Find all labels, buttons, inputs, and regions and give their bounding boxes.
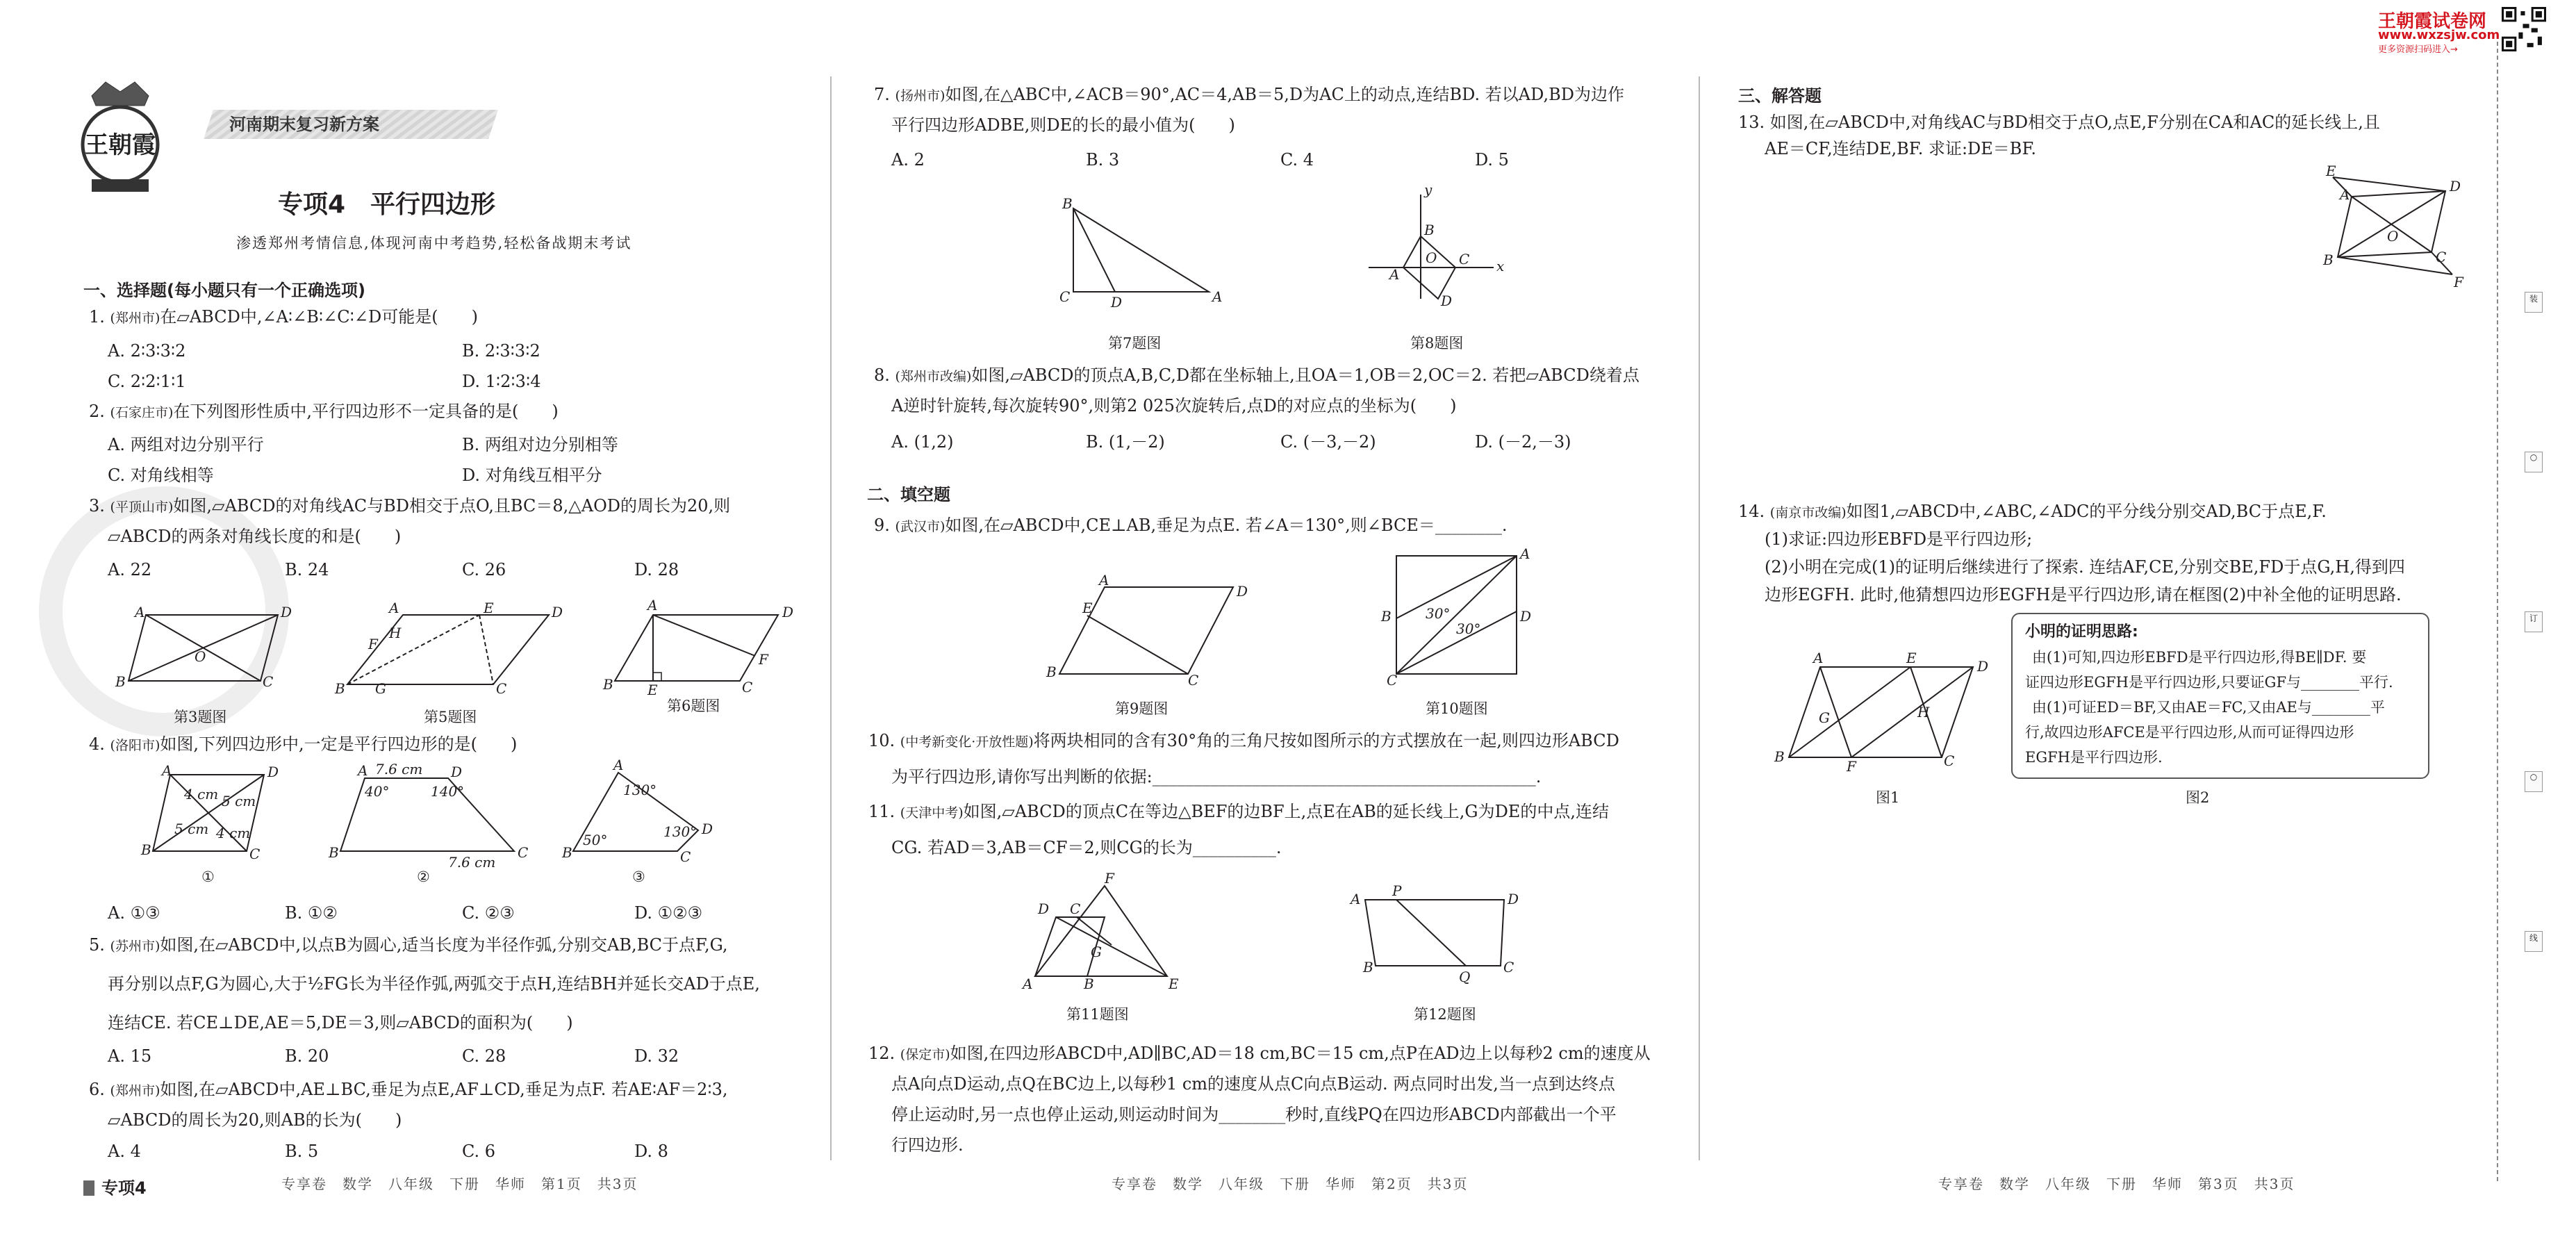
question-9: 9. (武汉市)如图,在▱ABCD中,CE⊥AB,垂足为点E. 若∠A＝130°,则∠BCE＝________.: [874, 516, 1508, 535]
question-14-line-4: 边形EGFH. 此时,他猜想四边形EGFH是平行四边形,请在框图(2)中补全他的证明思路.: [1765, 585, 2402, 604]
svg-text:Q: Q: [1459, 969, 1471, 985]
question-5-line-1: 5. (苏州市)如图,在▱ABCD中,以点B为圆心,适当长度为半径作弧,分别交AB,BC于点F,G,: [89, 935, 728, 955]
section-answer-heading: 三、解答题: [1738, 86, 1822, 106]
site-brand: 王朝霞试卷网: [2378, 11, 2487, 32]
q3-option-c[interactable]: C. 26: [462, 560, 506, 579]
svg-text:D: D: [1237, 583, 1248, 600]
svg-text:A: A: [1023, 976, 1033, 992]
q4-option-a[interactable]: A. ①③: [108, 903, 160, 923]
svg-text:C: C: [1188, 672, 1199, 689]
question-12-line-4: 行四边形.: [891, 1135, 964, 1155]
section-fill-heading: 二、填空题: [867, 485, 950, 504]
svg-text:30°: 30°: [1456, 620, 1481, 637]
page-title: 专项4 平行四边形: [278, 190, 496, 219]
proof-line-2[interactable]: 证四边形EGFH是平行四边形,只要证GF与________平行.: [2025, 674, 2393, 691]
svg-text:4 cm: 4 cm: [216, 825, 251, 841]
q6-option-a[interactable]: A. 4: [108, 1142, 141, 1161]
cut-line: [2497, 42, 2498, 1181]
site-slogan: 更多资源扫码进入→: [2378, 44, 2458, 55]
svg-text:x: x: [1496, 258, 1505, 274]
svg-text:B: B: [329, 844, 339, 861]
svg-text:A: A: [389, 600, 399, 616]
caption-fig-7: 第7题图: [1108, 335, 1162, 352]
svg-text:F: F: [1105, 870, 1114, 887]
footer-page-1: 专享卷 数学 八年级 下册 华师 第1页 共3页: [281, 1176, 638, 1192]
caption-fig-14-1: 图1: [1876, 789, 1900, 806]
caption-fig-4-1: ①: [201, 869, 215, 885]
svg-text:D: D: [1111, 294, 1123, 311]
question-3-line-1: 3. (平顶山市)如图,▱ABCD的对角线AC与BD相交于点O,且BC＝8,△AOD的周长为20,则: [89, 496, 731, 516]
question-14-line-1: 14. (南京市改编)如图1,▱ABCD中,∠ABC,∠ADC的平分线分别交AD,BC于点E,F.: [1738, 502, 2327, 521]
svg-text:A: A: [358, 762, 368, 779]
svg-text:A: A: [1212, 288, 1223, 305]
figure-q8: [1362, 181, 1514, 309]
caption-fig-10: 第10题图: [1426, 700, 1488, 717]
svg-text:F: F: [368, 636, 378, 652]
figure-q4-2: [329, 761, 531, 871]
svg-text:E: E: [1082, 600, 1093, 616]
proof-idea-box: [2011, 613, 2429, 779]
svg-text:F: F: [2454, 274, 2463, 290]
q7-option-c[interactable]: C. 4: [1280, 150, 1314, 170]
question-5-line-3: 连结CE. 若CE⊥DE,AE＝5,DE＝3,则▱ABCD的面积为( ): [108, 1013, 573, 1032]
svg-text:B: B: [1084, 976, 1094, 992]
q7-option-b[interactable]: B. 3: [1086, 150, 1120, 170]
svg-text:D: D: [1520, 608, 1532, 625]
caption-fig-14-2: 图2: [2186, 789, 2210, 806]
svg-text:F: F: [1847, 758, 1856, 775]
q4-option-d[interactable]: D. ①②③: [634, 903, 703, 923]
q8-option-a[interactable]: A. (1,2): [891, 432, 954, 452]
figure-q5: [335, 598, 570, 702]
q1-option-c[interactable]: C. 2∶2∶1∶1: [108, 372, 186, 391]
q5-option-c[interactable]: C. 28: [462, 1046, 506, 1066]
svg-text:5 cm: 5 cm: [222, 793, 256, 809]
svg-text:A: A: [1351, 891, 1361, 907]
svg-text:B: B: [603, 676, 613, 693]
svg-text:D: D: [552, 604, 563, 620]
question-12-line-3: 停止运动时,另一点也停止运动,则运动时间为________秒时,直线PQ在四边形ABCD内部截出一个平: [891, 1105, 1617, 1124]
figure-q14-1: [1774, 650, 1994, 775]
q5-option-b[interactable]: B. 20: [285, 1046, 329, 1066]
footer-page-3: 专享卷 数学 八年级 下册 华师 第3页 共3页: [1938, 1176, 2295, 1192]
svg-text:D: D: [451, 764, 463, 780]
svg-text:C: C: [1059, 288, 1071, 305]
svg-text:E: E: [647, 682, 658, 698]
question-10-line-1: 10. (中考新变化·开放性题)将两块相同的含有30°角的三角尺按如图所示的方式摆放在一起,则四边形ABCD: [868, 731, 1619, 750]
question-5-line-2: 再分别以点F,G为圆心,大于½FG长为半径作弧,两弧交于点H,连结BH并延长交AD于点E,: [108, 974, 760, 994]
figure-q11: [1023, 870, 1181, 992]
column-divider: [830, 76, 832, 1160]
question-13-line-1: 13. 如图,在▱ABCD中,对角线AC与BD相交于点O,点E,F分别在CA和AC的延长线上,且: [1738, 113, 2380, 132]
q5-option-a[interactable]: A. 15: [108, 1046, 152, 1066]
q6-option-c[interactable]: C. 6: [462, 1142, 496, 1161]
proof-line-5: EGFH是平行四边形.: [2025, 749, 2163, 766]
svg-text:B: B: [1046, 664, 1057, 680]
question-11-line-1: 11. (天津中考)如图,▱ABCD的顶点C在等边△BEF的边BF上,点E在AB的延长线上,G为DE的中点,连结: [868, 802, 1609, 821]
svg-text:7.6 cm: 7.6 cm: [448, 854, 496, 871]
figure-q9: [1046, 572, 1248, 689]
svg-text:130°: 130°: [663, 823, 697, 840]
q8-option-b[interactable]: B. (1,－2): [1086, 432, 1165, 452]
svg-text:B: B: [2323, 252, 2334, 268]
question-4: 4. (洛阳市)如图,下列四边形中,一定是平行四边形的是( ): [89, 734, 518, 754]
svg-text:C: C: [1459, 251, 1470, 267]
svg-text:G: G: [375, 680, 386, 697]
q1-option-d[interactable]: D. 1∶2∶3∶4: [462, 372, 541, 391]
figure-q6: [603, 597, 794, 702]
svg-text:C: C: [680, 848, 691, 865]
figure-q7: [1059, 195, 1233, 311]
svg-text:130°: 130°: [623, 782, 657, 798]
svg-text:C: C: [2436, 249, 2447, 265]
q3-option-d[interactable]: D. 28: [634, 560, 679, 579]
svg-text:40°: 40°: [365, 783, 390, 800]
q6-option-b[interactable]: B. 5: [285, 1142, 319, 1161]
caption-fig-9: 第9题图: [1115, 700, 1169, 717]
svg-text:C: C: [742, 679, 753, 695]
q2-option-a[interactable]: A. 两组对边分别平行: [108, 435, 264, 454]
question-6-line-1: 6. (郑州市)如图,在▱ABCD中,AE⊥BC,垂足为点E,AF⊥CD,垂足为点F. 若AE∶AF＝2∶3,: [89, 1080, 728, 1099]
side-mark: ○: [2525, 771, 2543, 792]
svg-text:B: B: [1062, 195, 1073, 212]
qr-code-icon[interactable]: [2502, 7, 2546, 51]
svg-text:E: E: [484, 600, 494, 616]
q7-option-d[interactable]: D. 5: [1475, 150, 1509, 170]
figure-q10: [1381, 545, 1556, 689]
svg-text:C: C: [1387, 672, 1398, 689]
q2-option-d[interactable]: D. 对角线互相平分: [462, 466, 602, 485]
svg-text:C: C: [1070, 900, 1081, 917]
svg-text:50°: 50°: [583, 832, 608, 848]
svg-text:C: C: [263, 673, 274, 690]
column-divider: [1699, 76, 1700, 1160]
caption-fig-3: 第3题图: [174, 709, 227, 725]
svg-text:C: C: [518, 844, 529, 861]
svg-text:D: D: [1441, 293, 1453, 309]
question-7-line-2: 平行四边形ADBE,则DE的长的最小值为( ): [891, 115, 1235, 135]
figure-q12: [1351, 882, 1535, 985]
svg-text:B: B: [141, 841, 151, 858]
caption-fig-8: 第8题图: [1410, 335, 1464, 352]
svg-text:B: B: [335, 680, 345, 697]
section-choice-heading: 一、选择题(每小题只有一个正确选项): [83, 281, 365, 300]
svg-text:B: B: [1363, 959, 1373, 976]
proof-line-1: 由(1)可知,四边形EBFD是平行四边形,得BE∥DF. 要: [2032, 649, 2367, 666]
q2-option-b[interactable]: B. 两组对边分别相等: [462, 435, 618, 454]
svg-text:A: A: [613, 757, 624, 773]
svg-text:140°: 140°: [431, 783, 465, 800]
svg-text:30°: 30°: [1426, 605, 1451, 622]
q8-option-d[interactable]: D. (－2,－3): [1475, 432, 1571, 452]
page-subtitle: 渗透郑州考情信息,体现河南中考趋势,轻松备战期末考试: [236, 235, 632, 252]
q7-option-a[interactable]: A. 2: [891, 150, 925, 170]
question-14-line-2: (1)求证:四边形EBFD是平行四边形;: [1765, 529, 2033, 549]
figure-q4-1: [141, 762, 288, 862]
svg-text:O: O: [195, 648, 206, 665]
svg-text:E: E: [1906, 650, 1917, 666]
caption-fig-11: 第11题图: [1066, 1006, 1129, 1023]
svg-text:y: y: [1424, 181, 1433, 198]
svg-text:D: D: [1977, 658, 1989, 675]
series-banner: 河南期末复习新方案: [204, 110, 498, 139]
svg-text:D: D: [1038, 900, 1050, 917]
footer-tag: 专项4: [83, 1174, 147, 1199]
svg-text:A: A: [162, 762, 172, 779]
q4-option-c[interactable]: C. ②③: [462, 903, 515, 923]
svg-text:D: D: [2450, 178, 2461, 195]
svg-text:A: A: [1813, 650, 1824, 666]
svg-text:A: A: [135, 604, 145, 620]
q1-option-a[interactable]: A. 2∶3∶3∶2: [108, 341, 186, 361]
svg-text:E: E: [2326, 163, 2336, 179]
footer-page-2: 专享卷 数学 八年级 下册 华师 第2页 共3页: [1112, 1176, 1469, 1192]
svg-text:5 cm: 5 cm: [174, 821, 209, 837]
proof-line-4: 行,故四边形AFCE是平行四边形,从而可证得四边形: [2025, 724, 2354, 741]
question-13-line-2: AE＝CF,连结DE,BF. 求证:DE＝BF.: [1765, 139, 2036, 158]
svg-text:G: G: [1091, 944, 1102, 960]
side-mark: 装: [2525, 292, 2543, 313]
svg-text:D: D: [267, 764, 279, 780]
svg-text:D: D: [702, 821, 713, 837]
svg-text:C: C: [1503, 959, 1514, 976]
question-3-line-2: ▱ABCD的两条对角线长度的和是( ): [108, 527, 402, 546]
svg-text:F: F: [759, 651, 768, 668]
svg-text:4 cm: 4 cm: [184, 786, 219, 802]
caption-fig-6: 第6题图: [667, 698, 720, 714]
q3-option-b[interactable]: B. 24: [285, 560, 329, 579]
figure-q4-3: [559, 757, 740, 865]
question-2: 2. (石家庄市)在下列图形性质中,平行四边形不一定具备的是( ): [89, 402, 559, 421]
svg-text:B: B: [562, 844, 572, 861]
svg-text:A: A: [1520, 545, 1530, 562]
svg-text:E: E: [1169, 976, 1179, 992]
site-url[interactable]: www.wxzsjw.com: [2378, 28, 2500, 42]
question-11-line-2: CG. 若AD＝3,AB＝CF＝2,则CG的长为__________.: [891, 838, 1282, 857]
svg-text:A: A: [1389, 266, 1400, 283]
question-1: 1. (郑州市)在▱ABCD中,∠A∶∠B∶∠C∶∠D可能是( ): [89, 307, 478, 327]
svg-text:B: B: [1424, 222, 1435, 238]
figure-q13: [2323, 163, 2466, 295]
svg-text:H: H: [389, 625, 402, 641]
svg-text:B: B: [115, 673, 126, 690]
q4-option-b[interactable]: B. ①②: [285, 903, 338, 923]
svg-text:A: A: [647, 597, 658, 614]
question-7-line-1: 7. (扬州市)如图,在△ABC中,∠ACB＝90°,AC＝4,AB＝5,D为AC上的动点,连结BD. 若以AD,BD为边作: [874, 85, 1624, 104]
svg-text:A: A: [2340, 186, 2350, 203]
proof-line-3[interactable]: 由(1)可证ED＝BF,又由AE＝FC,又由AE与________平: [2032, 699, 2385, 716]
figure-q3: [115, 598, 306, 702]
svg-text:A: A: [1099, 572, 1109, 588]
q5-option-d[interactable]: D. 32: [634, 1046, 679, 1066]
question-6-line-2: ▱ABCD的周长为20,则AB的长为( ): [108, 1110, 402, 1130]
svg-text:O: O: [1426, 249, 1437, 266]
q2-option-c[interactable]: C. 对角线相等: [108, 466, 214, 485]
svg-text:D: D: [281, 604, 292, 620]
question-14-line-3: (2)小明在完成(1)的证明后继续进行了探索. 连结AF,CE,分别交BE,FD于点G,H,得到四: [1765, 557, 2405, 577]
brand-name: 王朝霞: [85, 131, 156, 159]
question-8-line-1: 8. (郑州市改编)如图,▱ABCD的顶点A,B,C,D都在坐标轴上,且OA＝1,OB＝2,OC＝2. 若把▱ABCD绕着点: [874, 365, 1640, 385]
svg-text:H: H: [1917, 704, 1930, 721]
question-12-line-2: 点A向点D运动,点Q在BC边上,以每秒1 cm的速度从点C向点B运动. 两点同时出发,当一点到达终点: [891, 1074, 1615, 1094]
proof-box-title: 小明的证明思路:: [2025, 623, 2138, 641]
caption-fig-12: 第12题图: [1414, 1006, 1476, 1023]
svg-text:D: D: [782, 604, 794, 620]
svg-text:G: G: [1819, 709, 1830, 726]
caption-fig-5: 第5题图: [424, 709, 477, 725]
q1-option-b[interactable]: B. 2∶3∶3∶2: [462, 341, 540, 361]
svg-text:B: B: [1774, 748, 1785, 765]
svg-text:D: D: [1508, 891, 1519, 907]
q3-option-a[interactable]: A. 22: [108, 560, 152, 579]
question-8-line-2: A逆时针旋转,每次旋转90°,则第2 025次旋转后,点D的对应点的坐标为( ): [891, 396, 1457, 415]
side-mark: 订: [2525, 611, 2543, 632]
side-mark: ○: [2525, 452, 2543, 472]
question-10-line-2: 为平行四边形,请你写出判断的依据:______________________________________________.: [891, 767, 1542, 787]
svg-text:7.6 cm: 7.6 cm: [375, 761, 423, 777]
caption-fig-4-2: ②: [417, 869, 430, 885]
q8-option-c[interactable]: C. (－3,－2): [1280, 432, 1376, 452]
brand-logo-icon: [78, 75, 163, 197]
svg-text:C: C: [1944, 752, 1955, 769]
question-12-line-1: 12. (保定市)如图,在四边形ABCD中,AD∥BC,AD＝18 cm,BC＝15 cm,点P在AD边上以每秒2 cm的速度从: [868, 1044, 1651, 1063]
svg-text:C: C: [496, 680, 507, 697]
svg-text:C: C: [249, 846, 261, 862]
side-mark: 线: [2525, 931, 2543, 952]
q6-option-d[interactable]: D. 8: [634, 1142, 668, 1161]
svg-text:B: B: [1381, 608, 1392, 625]
svg-text:O: O: [2387, 228, 2399, 245]
svg-text:P: P: [1392, 882, 1402, 899]
caption-fig-4-3: ③: [632, 869, 645, 885]
